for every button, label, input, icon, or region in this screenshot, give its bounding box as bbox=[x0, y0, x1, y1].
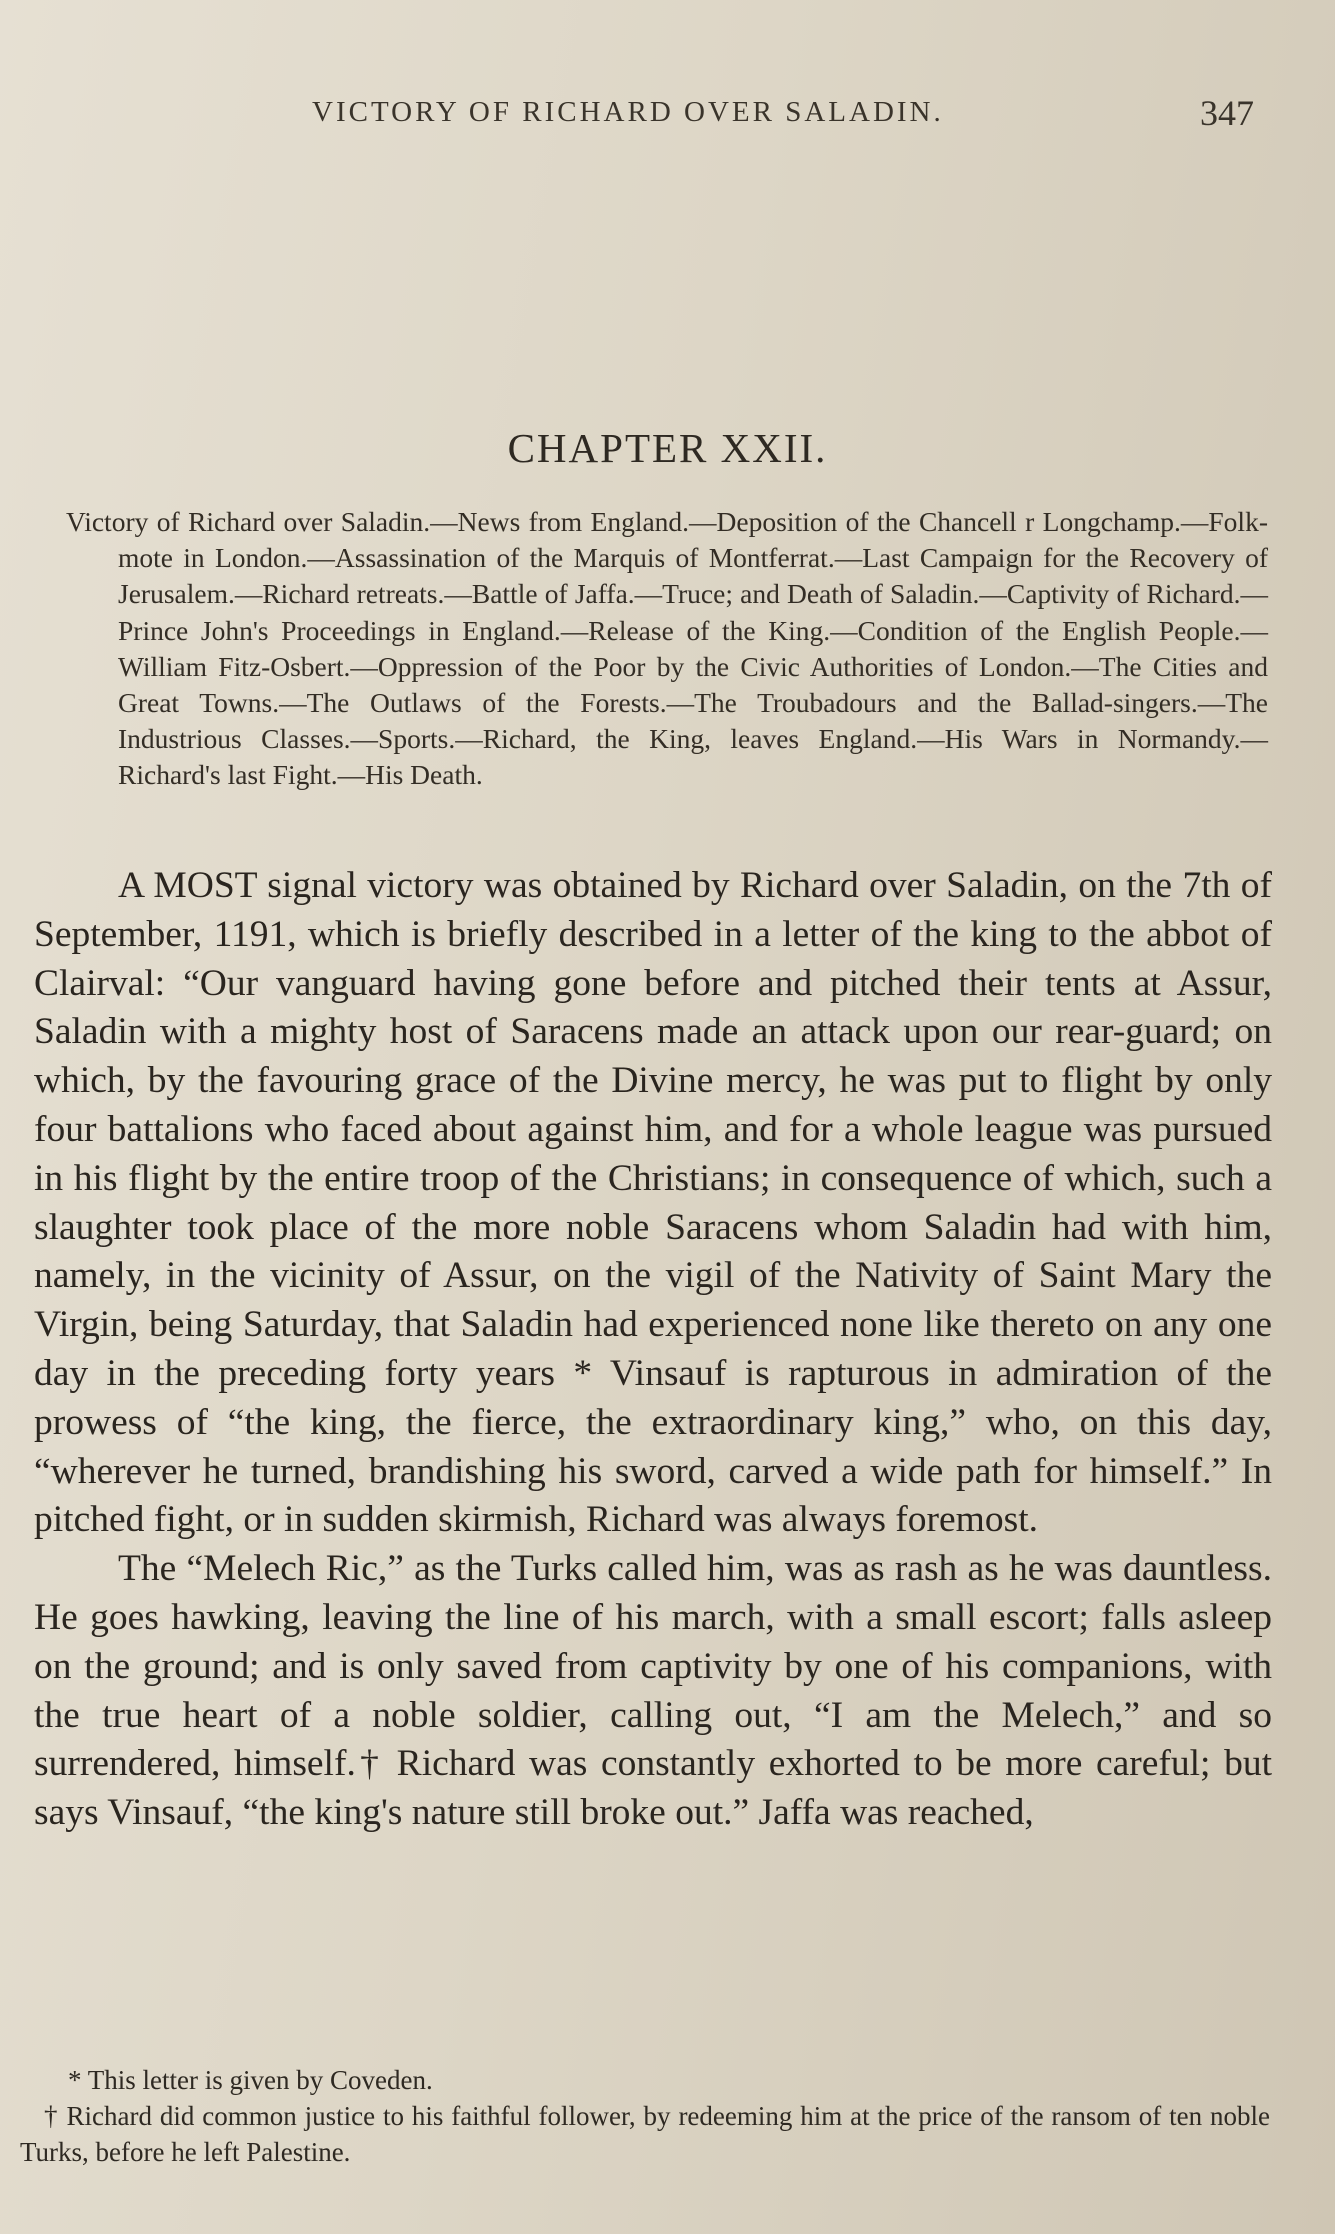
chapter-synopsis: Victory of Richard over Saladin.—News from England.—Deposition of the Chancell r Longchamp.—Folk-mote in London.—Assassination of the Marquis of Montferrat.—Last Campaign for the Recovery of Jerusalem.—Richard retreats.—Battle of Jaffa.—Truce; and Death of Saladin.—Captivity of Richard.—Prince John's Proceedings in England.—Release of the King.—Condition of the English People.—William Fitz-Osbert.—Oppression of the Poor by the Civic Authorities of London.—The Cities and Great Towns.—The Outlaws of the Forests.—The Troubadours and the Ballad-singers.—The Industrious Classes.—Sports.—Richard, the King, leaves England.—His Wars in Normandy.—Richard's last Fight.—His Death. bbox=[66, 506, 1268, 791]
chapter-heading: CHAPTER XXII. bbox=[507, 425, 828, 471]
footnote-2: † Richard did common justice to his faithful follower, by redeeming him at the price of the ransom of ten noble Turks, before he left Palestine. bbox=[20, 2101, 1270, 2167]
running-head bbox=[0, 93, 1335, 136]
page-number: 347 bbox=[1200, 93, 1254, 133]
footnote-1: * This letter is given by Coveden. bbox=[68, 2065, 433, 2095]
running-head-title: VICTORY OF RICHARD OVER SALADIN. bbox=[312, 96, 944, 128]
body-paragraph-2: The “Melech Ric,” as the Turks called him, was as rash as he was dauntless. He goes hawking, leaving the line of his march, with a small escort; falls asleep on the ground; and is only saved from captivity by one of his companions, with the true heart of a noble soldier, calling out, “I am the Melech,” and so surrendered, himself.† Richard was constantly exhorted to be more careful; but says Vinsauf, “the king's nature still broke out.” Jaffa was reached, bbox=[34, 1548, 1272, 1834]
body-paragraph-1: A MOST signal victory was obtained by Richard over Saladin, on the 7th of September, 1191, which is briefly described in a letter of the king to the abbot of Clairval: “Our vanguard having gone before and pitched their tents at Assur, Saladin with a mighty host of Saracens made an attack upon our rear-guard; on which, by the favouring grace of the Divine mercy, he was put to flight by only four battalions who faced about against him, and for a whole league was pursued in his flight by the entire troop of the Christians; in consequence of which, such a slaughter took place of the more noble Saracens whom Saladin had with him, namely, in the vicinity of Assur, on the vigil of the Nativity of Saint Mary the Virgin, being Saturday, that Saladin had experienced none like thereto on any one day in the preceding forty years * Vinsauf is rapturous in admiration of the prowess of “the king, the fierce, the extraordinary king,” who, on this day, “wherever he turned, brandishing his sword, carved a wide path for himself.” In pitched fight, or in sudden skirmish, Richard was always foremost. bbox=[34, 865, 1272, 1541]
body-text bbox=[34, 862, 1272, 1838]
footnotes bbox=[20, 2062, 1270, 2170]
